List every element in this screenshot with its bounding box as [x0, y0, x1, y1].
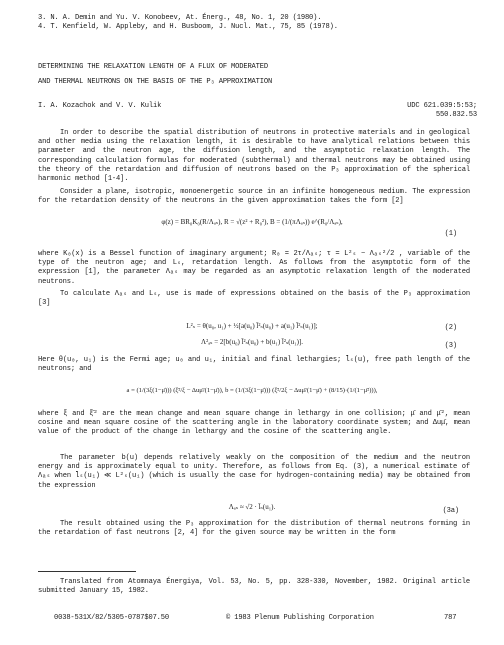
equation-2: L²ₛ = θ(u₀, u₁) + ½[a(u₀) l̄²ₛ(u₀) + a(u₁) l̄²ₛ(u₁)];	[186, 322, 318, 330]
footer-code: 0038-531X/82/5305-0787$07.50	[54, 614, 169, 622]
equation-3a: Λₐₛ ≈ √2 · l̄ₛ(u₁).	[228, 503, 276, 511]
title-line-2: AND THERMAL NEUTRONS ON THE BASIS OF THE P₃ APPROXIMATION	[38, 78, 273, 87]
footnote-divider	[38, 571, 136, 572]
paragraph-source: Consider a plane, isotropic, monoenergetic source in an infinite homogeneous medium. The expression for the retardation density of the neutrons in the given approximation takes the form [2]	[38, 188, 470, 206]
paragraph-fermi-age: Here θ(u₀, u₁) is the Fermi age; u₀ and u₁, initial and final lethargies; l̄ₛ(u), free path length of the neutrons; and	[38, 356, 470, 374]
paragraph-calculate: To calculate Λₐₛ and Lₛ, use is made of expressions obtained on the basis of the P₃ approximation [3]	[38, 290, 470, 308]
translation-footnote: Translated from Atomnaya Énergiya, Vol. 53, No. 5, pp. 328-330, November, 1982. Original article submitted January 15, 1982.	[38, 578, 470, 596]
equation-3: Λ²ₐₛ = 2[b(u₀) l̄²ₛ(u₀) + b(u₁) l̄²ₛ(u₁)].	[201, 338, 303, 346]
article-title	[38, 63, 478, 87]
equation-1: φ(z) = BR₀K₀(R/Λₐₛ), R = √(z² + R₀²), B = (1/(πΛₐₛ)) e^(R₀/Λₐₛ),	[161, 218, 343, 226]
equation-3a-number: (3a)	[442, 507, 459, 515]
footer-copyright: © 1983 Plenum Publishing Corporation	[226, 614, 374, 622]
equation-2-number: (2)	[444, 324, 457, 332]
paragraph-lethargy: where ξ and ξ̄² are the mean change and mean square change in lethargy in one collision; μ̄ and μ̄², mean cosine and mean square cosine of the scattering angle in the laboratory coordinate system; and Δuμ̄, mean value of the product of the change in lethargy and the cosine of the scattering angle.	[38, 410, 470, 437]
authors: I. A. Kozachok and V. V. Kulik	[38, 102, 162, 110]
paragraph-estimate: The parameter b(u) depends relatively weakly on the composition of the medium and the neutron energy and is approximately equal to unity. Therefore, as follows from Eq. (3), a numerical estimate of Λₐₛ when l̄ₛ(u₁) ≪ L²ₛ(u₁) (which is usually the case for hydrogen-containing media) may be obtained from the expression	[38, 454, 470, 490]
udc-code	[407, 102, 477, 120]
title-line-1: DETERMINING THE RELAXATION LENGTH OF A FLUX OF MODERATED	[38, 63, 268, 71]
equation-1-number: (1)	[444, 230, 457, 238]
reference-item: 4. T. Kenfield, W. Appleby, and H. Busboom, J. Nucl. Mat., 75, 85 (1978).	[38, 23, 338, 32]
paragraph-thermal: The result obtained using the P₃ approximation for the distribution of thermal neutrons forming in the retardation of fast neutrons [2, 4] for the given source may be written in the form	[38, 520, 470, 538]
equation-4: a = (1/(3ξ(1−μ̄))) (ξ̄²/ξ − Δuμ̄/(1−μ̄)), b = (1/(3ξ(1−μ̄))) (ξ̄²/2ξ − Δuμ̄/(1−μ̄) + (8/15)·(1/(1−μ̄²))),	[126, 387, 378, 394]
reference-list	[38, 14, 478, 32]
equation-3-number: (3)	[444, 342, 457, 350]
paragraph-bessel: where K₀(x) is a Bessel function of imaginary argument; R₀ = 2τ/Λₐₛ; τ = L²ₛ − Λₐₛ²/2 , variable of the type of the neutron age; and Lₛ, retardation length. As follows from the asymptotic form of the expression [1], the parameter Λₐₛ may be regarded as an asymptotic relaxation length of the moderated neutrons.	[38, 250, 470, 286]
page-number: 787	[444, 614, 457, 622]
paragraph-intro: In order to describe the spatial distribution of neutrons in protective materials and in geological and other media using the relaxation length, it is desirable to have analytical relations between this parameter and the neutron age, the diffusion length, and the asymptotic relaxation length. The corresponding calculation formulas for moderated (subthermal) and thermal neutrons may be obtained using the theory of the retardation and diffusion of neutrons based on the P₃ approximation of the spherical harmonic method [1-4].	[38, 129, 470, 184]
udc-line-1: UDC 621.039:5:53;	[407, 102, 477, 110]
udc-line-2: 550.832.53	[435, 111, 477, 120]
reference-item: 3. N. A. Demin and Yu. V. Konobeev, At. Énerg., 48, No. 1, 20 (1980).	[38, 14, 322, 22]
